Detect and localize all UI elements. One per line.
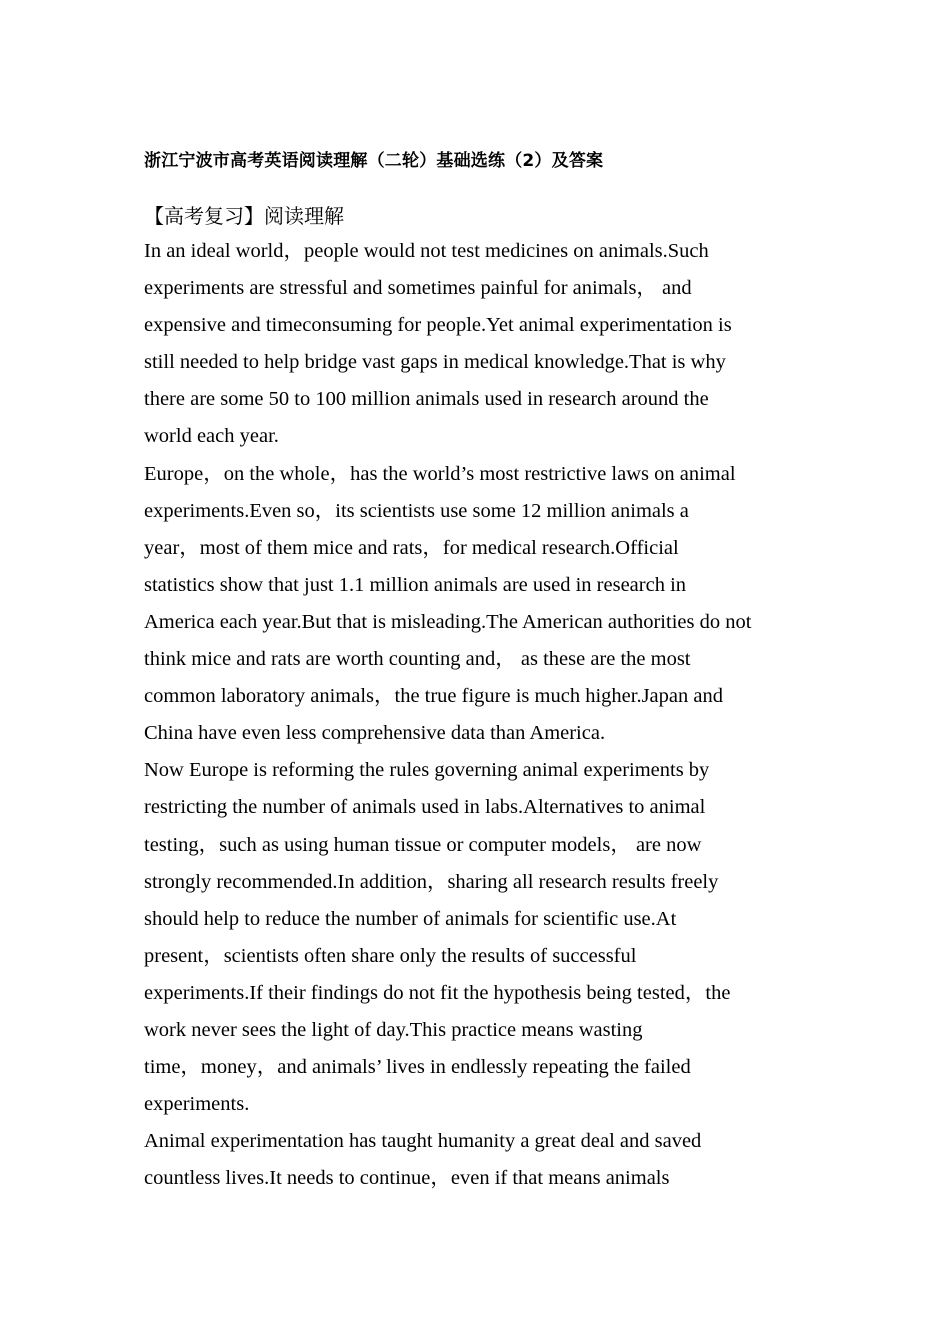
passage-line: experiments.Even so，its scientists use some 12 million animals a [144, 499, 689, 522]
passage-line: year，most of them mice and rats，for medical research.Official [144, 536, 679, 559]
passage-line: testing，such as using human tissue or computer models， are now [144, 833, 702, 856]
passage-line: statistics show that just 1.1 million animals are used in research in [144, 573, 687, 596]
passage-line: there are some 50 to 100 million animals used in research around the [144, 388, 709, 411]
passage-line: expensive and timeconsuming for people.Yet animal experimentation is [144, 314, 732, 337]
passage-line: Animal experimentation has taught humanity a great deal and saved [144, 1130, 702, 1153]
passage-line: should help to reduce the number of animals for scientific use.At [144, 907, 677, 930]
passage-line: think mice and rats are worth counting and， as these are the most [144, 648, 691, 671]
passage-line: present，scientists often share only the results of successful [144, 944, 637, 967]
passage-line: work never sees the light of day.This practice means wasting [144, 1018, 643, 1041]
passage-line: experiments are stressful and sometimes painful for animals， and [144, 277, 692, 300]
passage-line: experiments. [144, 1093, 250, 1116]
passage-line: China have even less comprehensive data than America. [144, 722, 606, 745]
passage-line: Europe，on the whole，has the world’s most restrictive laws on animal [144, 462, 736, 485]
passage-line: In an ideal world，people would not test medicines on animals.Such [144, 240, 709, 262]
passage-line: time，money，and animals’ lives in endlessly repeating the failed [144, 1056, 691, 1079]
passage-body [144, 233, 824, 1197]
passage-line: world each year. [144, 425, 279, 448]
section-heading: 【高考复习】阅读理解 [144, 204, 344, 228]
passage-line: countless lives.It needs to continue，even if that means animals [144, 1167, 670, 1190]
passage-line: experiments.If their findings do not fit the hypothesis being tested，the [144, 981, 731, 1004]
passage-line: restricting the number of animals used in labs.Alternatives to animal [144, 796, 706, 819]
passage-line: Now Europe is reforming the rules governing animal experiments by [144, 759, 710, 782]
passage-line: America each year.But that is misleading.The American authorities do not [144, 610, 752, 633]
passage-line: still needed to help bridge vast gaps in medical knowledge.That is why [144, 351, 726, 374]
document-title: 浙江宁波市高考英语阅读理解（二轮）基础选练（2）及答案 [144, 151, 604, 171]
passage-line: common laboratory animals，the true figure is much higher.Japan and [144, 685, 723, 708]
passage-line: strongly recommended.In addition，sharing all research results freely [144, 870, 719, 893]
